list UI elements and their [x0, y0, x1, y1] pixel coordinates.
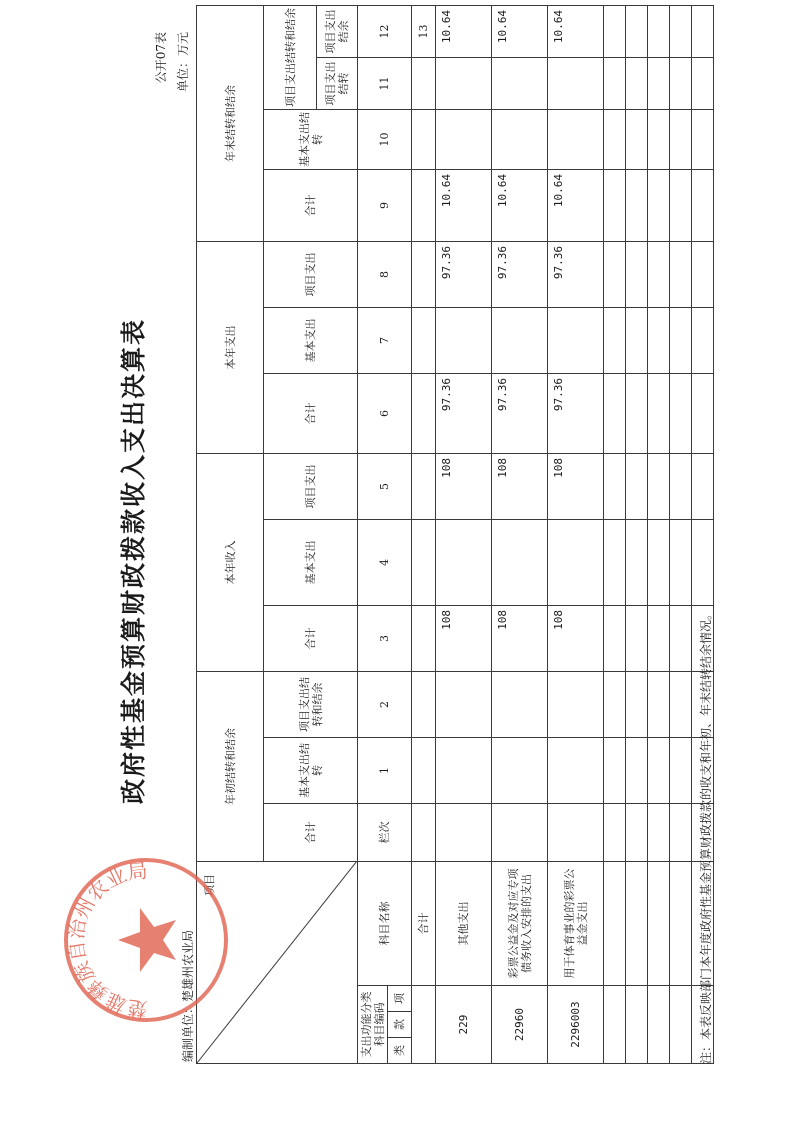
lei-header: 类 — [388, 1038, 412, 1064]
reporting-unit: 编制单位：楚雄州农业局 — [181, 929, 195, 1062]
row-income-total: 108 — [492, 606, 548, 672]
row-end-total: 10.64 — [548, 170, 604, 242]
footnote: 注：本表反映部门本年度政府性基金预算财政拨款的收支和年初、年末结转结余情况。 — [699, 607, 713, 1064]
row-code: 2296003 — [548, 986, 604, 1064]
income-group: 本年收入 — [197, 454, 264, 672]
index-num-6: 6 — [358, 374, 412, 454]
row-expend-project: 97.36 — [548, 242, 604, 308]
begin-balance-group: 年初结转和结余 — [197, 672, 264, 862]
expend-project-header: 项目支出 — [264, 242, 358, 308]
index-num-5: 5 — [358, 454, 412, 520]
seal-star-icon — [118, 908, 176, 972]
end-balance-group: 年末结转和结余 — [197, 6, 264, 242]
income-project-header: 项目支出 — [264, 454, 358, 520]
index-num-10: 10 — [358, 110, 412, 170]
index-label: 栏次 — [358, 804, 412, 862]
index-num-9: 9 — [358, 170, 412, 242]
code-header-row — [358, 6, 388, 1064]
begin-total-header: 合计 — [264, 804, 358, 862]
row-code: 229 — [436, 986, 492, 1064]
end-basic-header: 基本支出结转 — [264, 110, 358, 170]
total-row-label: 合计 — [412, 862, 436, 986]
row-income-project: 108 — [436, 454, 492, 520]
index-num-4: 4 — [358, 520, 412, 606]
row-end-total: 10.64 — [436, 170, 492, 242]
row-expend-total: 97.36 — [436, 374, 492, 454]
row-expend-total: 97.36 — [492, 374, 548, 454]
index-num-3: 3 — [358, 606, 412, 672]
end-total-header: 合计 — [264, 170, 358, 242]
income-total-header: 合计 — [264, 606, 358, 672]
row-subject-name: 彩票公益金及对应专项债务收入安排的支出 — [492, 862, 548, 986]
row-end-total: 10.64 — [492, 170, 548, 242]
table-row — [436, 6, 492, 1064]
row-income-project: 108 — [492, 454, 548, 520]
form-number: 公开07表 — [154, 32, 168, 84]
index-num-1: 1 — [358, 738, 412, 804]
index-num-8: 8 — [358, 242, 412, 308]
kuan-header: 款 — [388, 1012, 412, 1038]
row-end-project-balance: 10.64 — [492, 6, 548, 58]
begin-basic-header: 基本支出结转 — [264, 738, 358, 804]
end-project-balance-header: 项目支出结余 — [317, 6, 358, 58]
subject-name-header: 科目名称 — [358, 862, 412, 986]
table-row — [492, 6, 548, 1064]
page-title: 政府性基金预算财政拨款收入支出决算表 — [119, 318, 148, 805]
official-seal — [56, 850, 236, 1030]
currency-unit: 单位：万元 — [176, 32, 190, 93]
empty-row — [604, 6, 626, 1064]
row-end-project-balance: 10.64 — [548, 6, 604, 58]
xiang-header: 项 — [388, 986, 412, 1012]
row-code: 22960 — [492, 986, 548, 1064]
header-item-label: 项目 — [203, 874, 216, 896]
empty-row — [670, 6, 692, 1064]
seal-text: 楚雄彝族自治州农业局 — [63, 858, 149, 1022]
index-num-13: 13 — [412, 6, 436, 58]
index-num-7: 7 — [358, 308, 412, 374]
row-subject-name: 用于体育事业的彩票公益金支出 — [548, 862, 604, 986]
row-income-total: 108 — [548, 606, 604, 672]
expend-group: 本年支出 — [197, 242, 264, 454]
expend-basic-header: 基本支出 — [264, 308, 358, 374]
row-end-project-balance: 10.64 — [436, 6, 492, 58]
empty-row — [626, 6, 648, 1064]
end-project-group-header: 项目支出结转和结余 — [264, 6, 317, 110]
index-num-2: 2 — [358, 672, 412, 738]
row-subject-name: 其他支出 — [436, 862, 492, 986]
income-basic-header: 基本支出 — [264, 520, 358, 606]
expend-total-header: 合计 — [264, 374, 358, 454]
row-expend-project: 97.36 — [492, 242, 548, 308]
index-num-12: 12 — [358, 6, 412, 58]
begin-project-header: 项目支出结转和结余 — [264, 672, 358, 738]
empty-row — [648, 6, 670, 1064]
code-group-header: 支出功能分类科目编码 — [358, 986, 388, 1064]
budget-table — [196, 5, 714, 1064]
table-row — [548, 6, 604, 1064]
total-row — [412, 6, 436, 1064]
row-income-project: 108 — [548, 454, 604, 520]
row-expend-project: 97.36 — [436, 242, 492, 308]
index-num-11: 11 — [358, 58, 412, 110]
end-project-carry-header: 项目支出结转 — [317, 58, 358, 110]
row-expend-total: 97.36 — [548, 374, 604, 454]
row-income-total: 108 — [436, 606, 492, 672]
